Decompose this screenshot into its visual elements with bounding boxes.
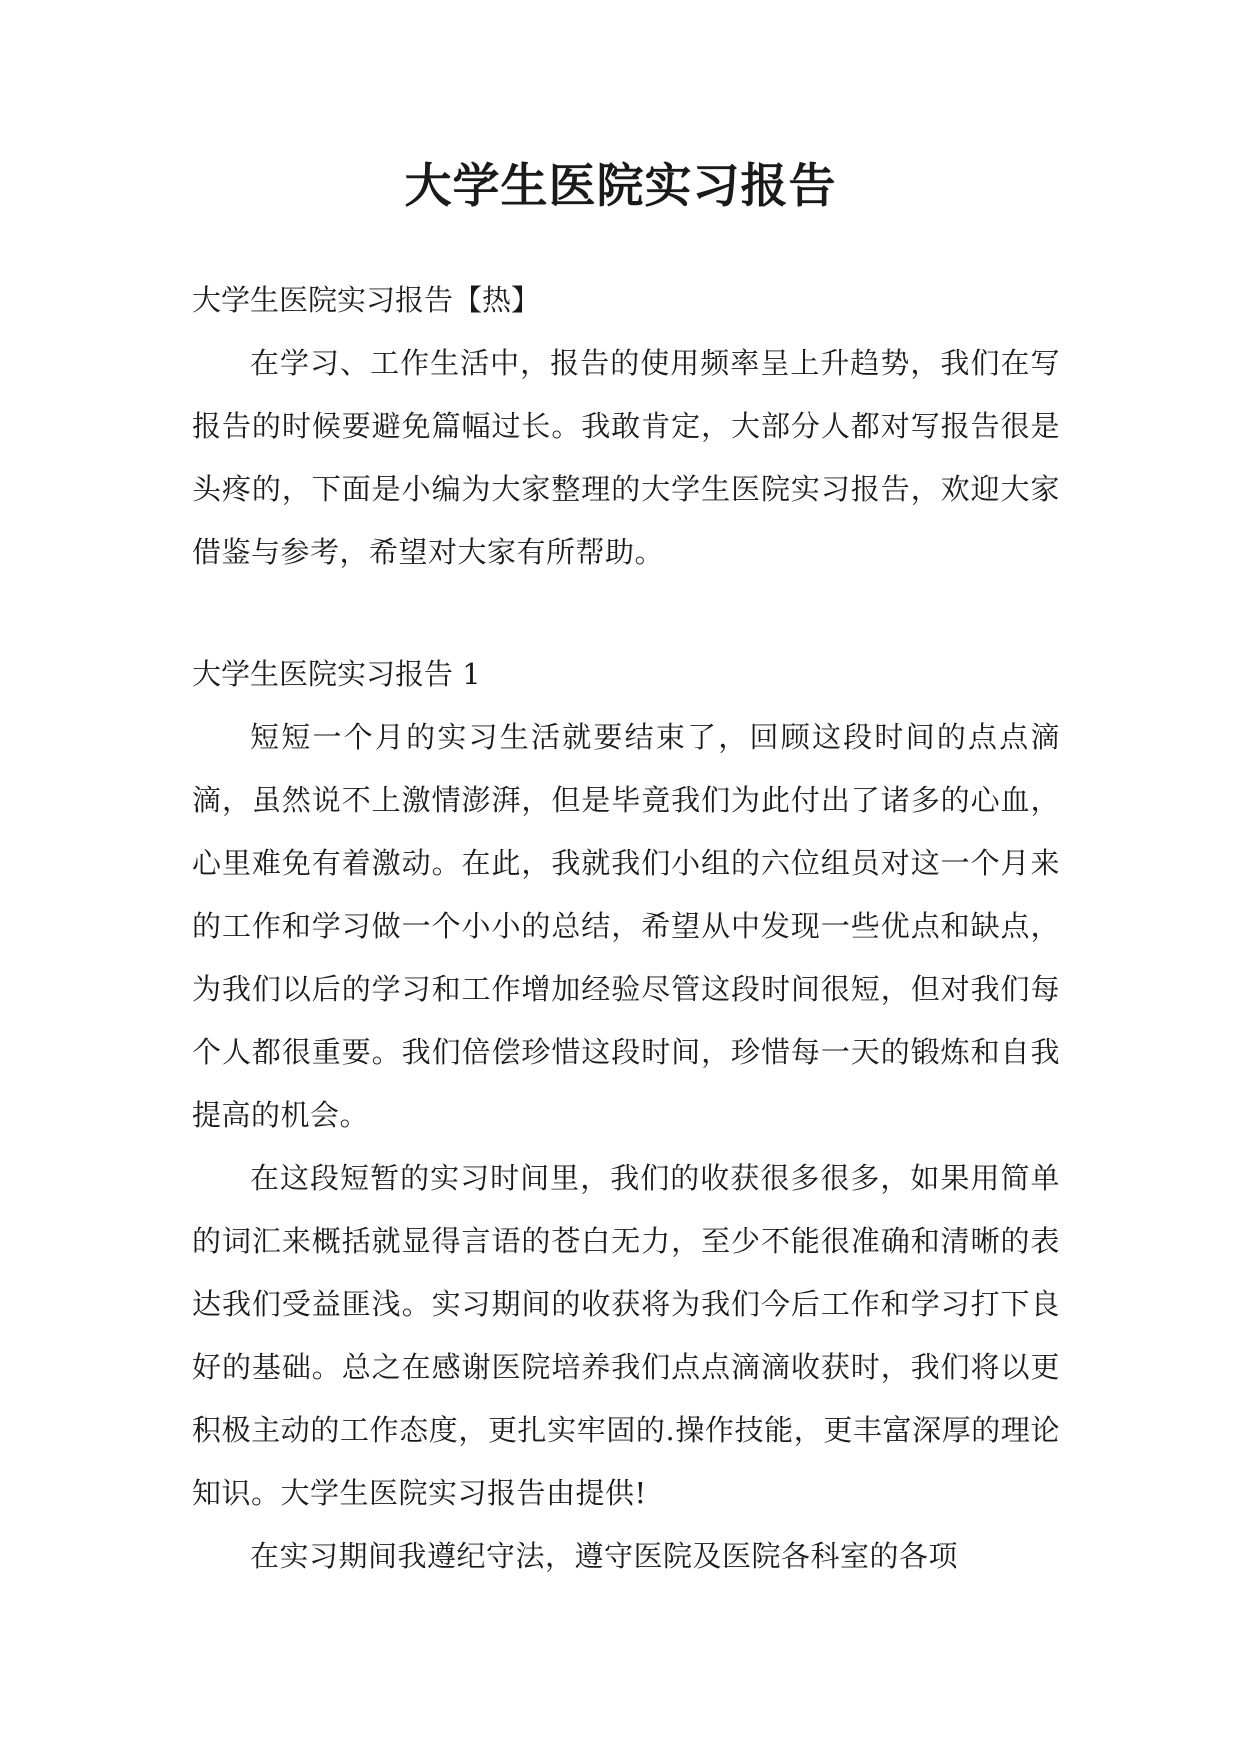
intro-paragraph-1: 在学习、工作生活中，报告的使用频率呈上升趋势，我们在写报告的时候要避免篇幅过长。我敢肯定，大部分人都对写报告很是头疼的，下面是小编为大家整理的大学生医院实习报告，欢迎大家借鉴与参考，希望对大家有所帮助。 bbox=[192, 346, 1060, 569]
report-1-paragraph-3: 在实习期间我遵纪守法，遵守医院及医院各科室的各项 bbox=[250, 1539, 959, 1573]
document-title: 大学生医院实习报告 bbox=[404, 159, 837, 214]
report-1-section bbox=[192, 643, 1060, 1588]
intro-heading: 大学生医院实习报告【热】 bbox=[192, 283, 541, 317]
report-1-heading: 大学生医院实习报告 1 bbox=[192, 657, 481, 691]
report-1-paragraph-2: 在这段短暂的实习时间里，我们的收获很多很多，如果用简单的词汇来概括就显得言语的苍白无力，至少不能很准确和清晰的表达我们受益匪浅。实习期间的收获将为我们今后工作和学习打下良好的基础。总之在感谢医院培养我们点点滴滴收获时，我们将以更积极主动的工作态度，更扎实牢固的.操作技能，更丰富深厚的理论知识。大学生医院实习报告由提供! bbox=[192, 1161, 1060, 1510]
report-1-paragraph-1: 短短一个月的实习生活就要结束了，回顾这段时间的点点滴滴，虽然说不上激情澎湃，但是毕竟我们为此付出了诸多的心血，心里难免有着激动。在此，我就我们小组的六位组员对这一个月来的工作和学习做一个小小的总结，希望从中发现一些优点和缺点，为我们以后的学习和工作增加经验尽管这段时间很短，但对我们每个人都很重要。我们倍偿珍惜这段时间，珍惜每一天的锻炼和自我提高的机会。 bbox=[192, 720, 1060, 1132]
intro-section bbox=[192, 269, 1060, 584]
